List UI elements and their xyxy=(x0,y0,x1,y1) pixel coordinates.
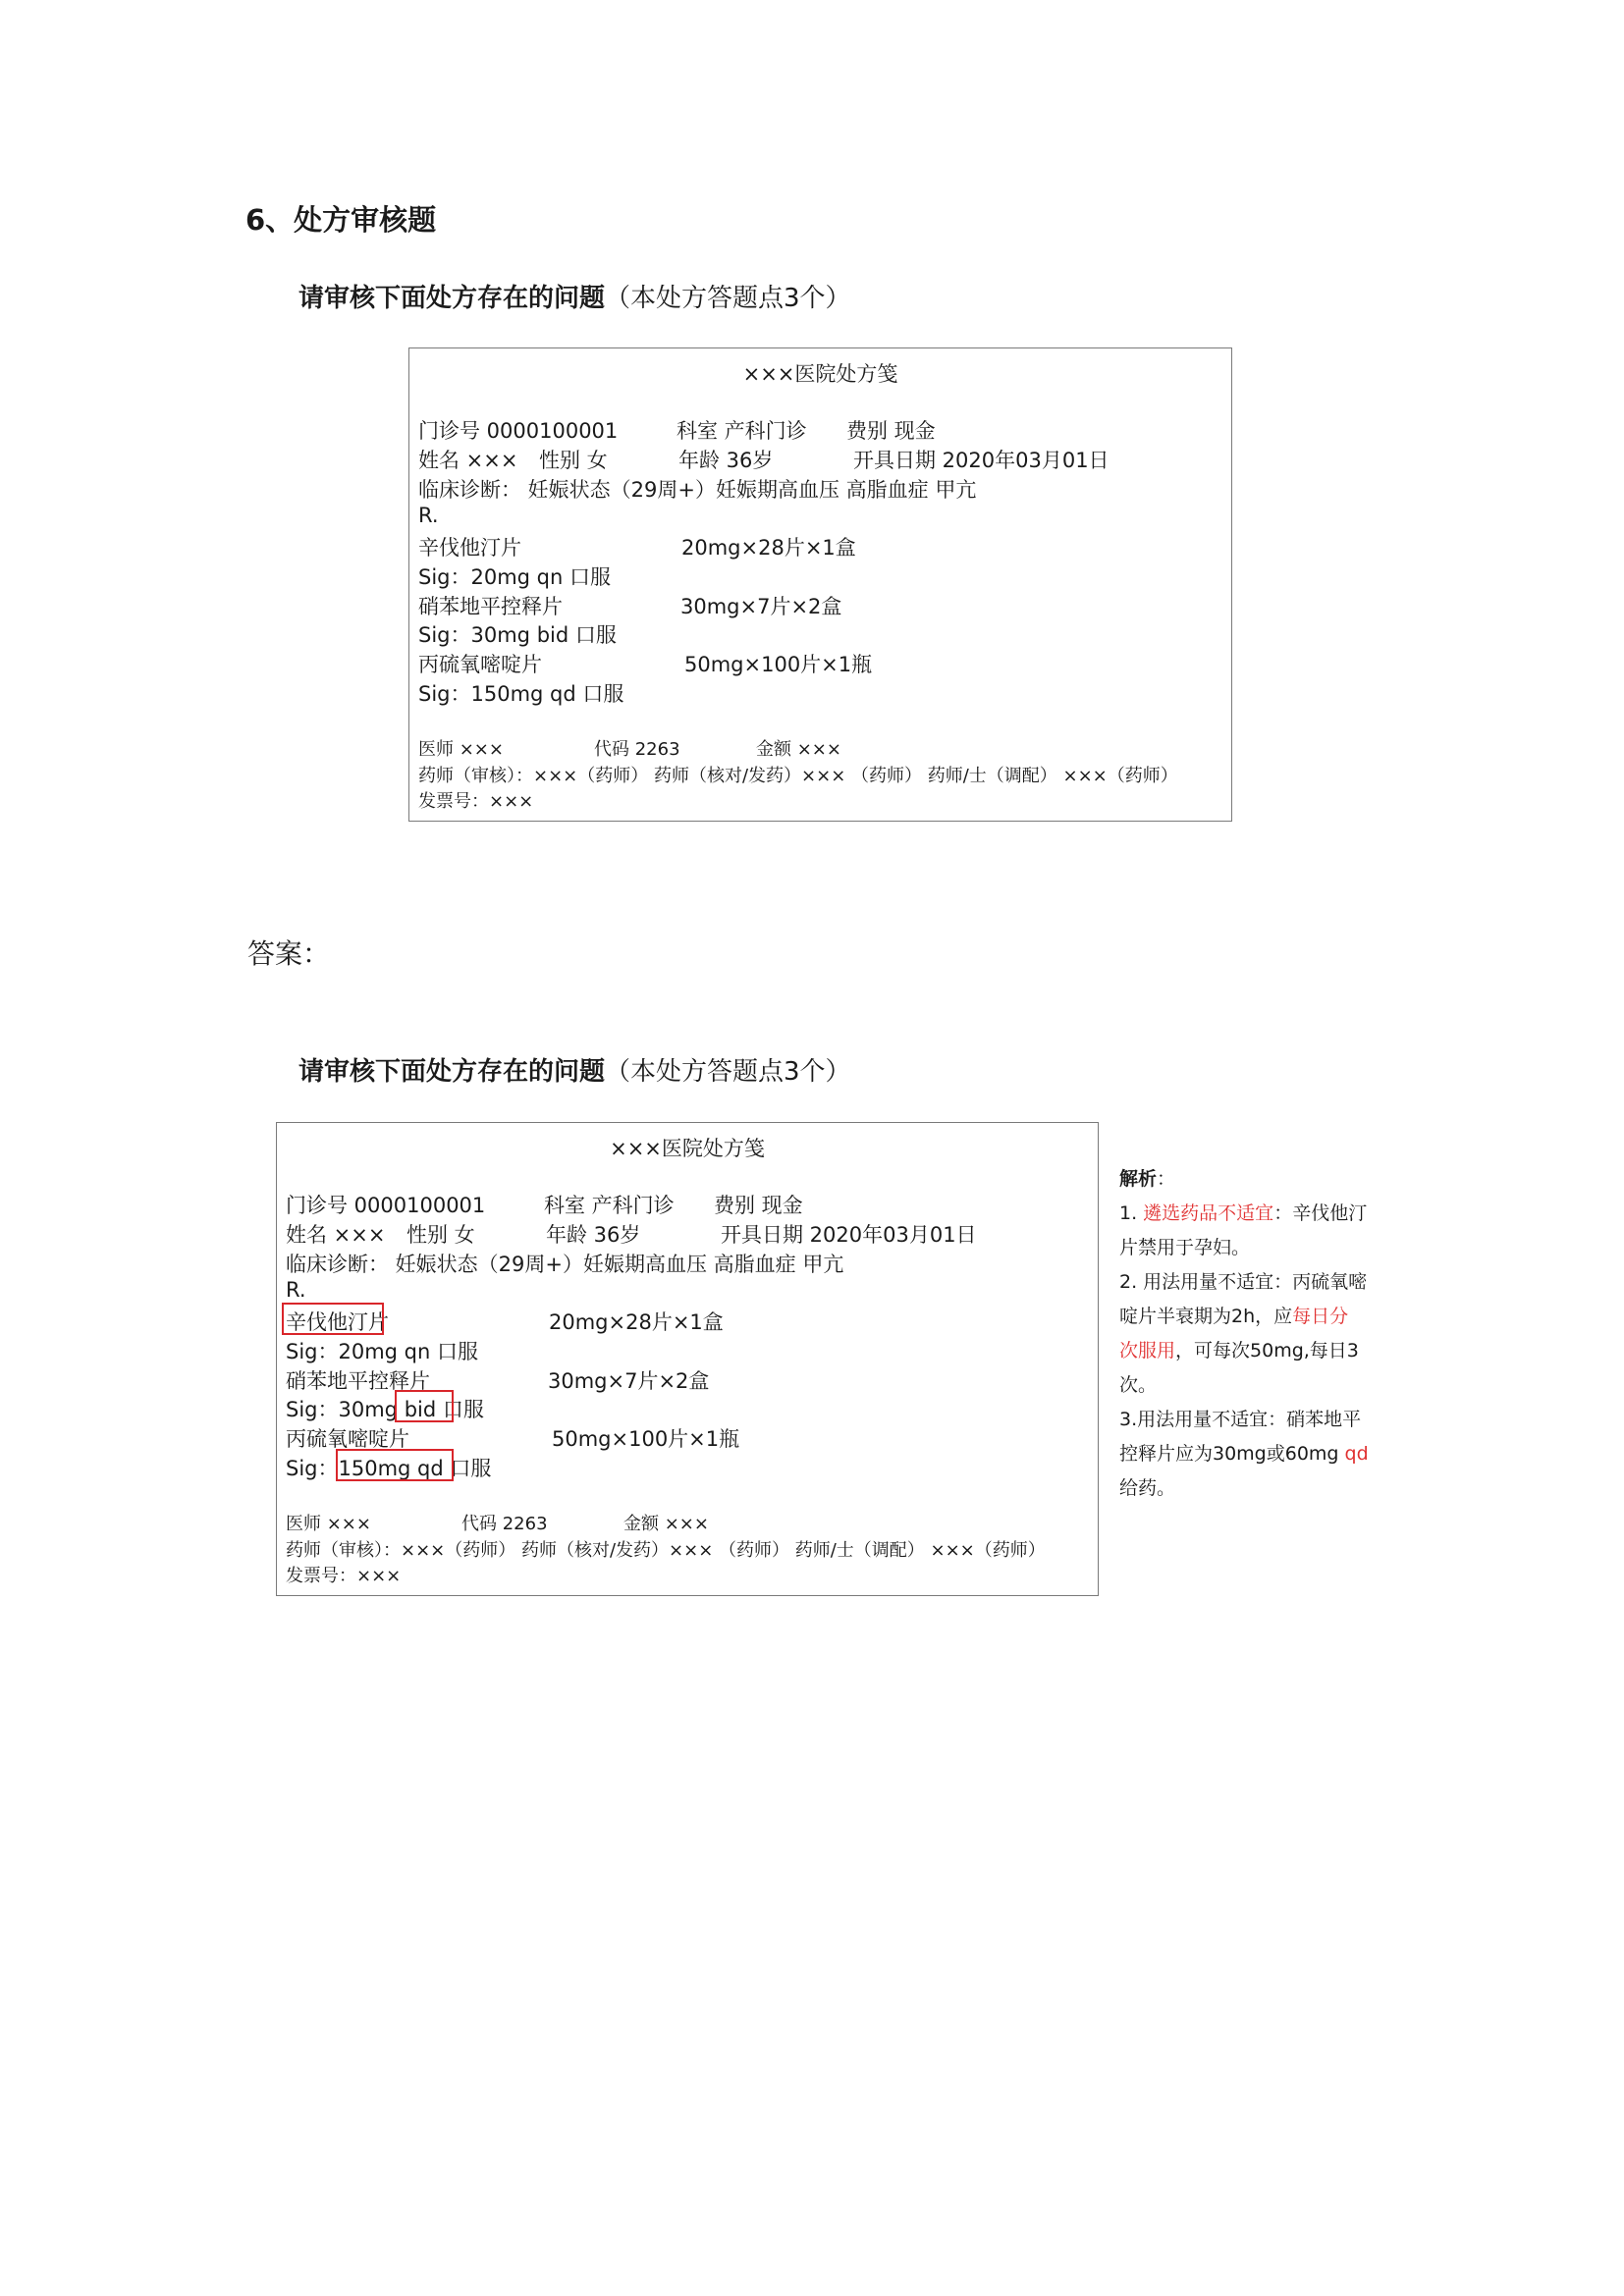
rx-mark: R. xyxy=(418,504,439,527)
drug-sig xyxy=(286,1394,484,1423)
prescription-card xyxy=(408,347,1232,822)
diagnosis: 临床诊断： 妊娠状态（29周+）妊娠期高血压 高脂血症 甲亢 xyxy=(418,478,977,502)
sig-dose: 20mg qn xyxy=(470,565,564,589)
question-title xyxy=(298,278,851,314)
invoice-no: 发票号：××× xyxy=(418,791,534,812)
section-title: 6、处方审核题 xyxy=(245,203,437,237)
analysis-item-3: 3.用法用量不适宜：硝苯地平 xyxy=(1119,1409,1362,1430)
pharmacists: 药师（审核）：×××（药师） 药师（核对/发药）××× （药师） 药师/士（调配） ×××（药师） xyxy=(286,1540,1046,1561)
drug-name: 丙硫氧嘧啶片 xyxy=(418,653,542,676)
highlight-box-frequency xyxy=(395,1390,454,1422)
analysis-item-2b xyxy=(1119,1300,1394,1334)
sig-route: 口服 xyxy=(450,1457,492,1480)
invoice-no: 发票号：××× xyxy=(286,1566,402,1586)
amount: 金额 ××× xyxy=(623,1514,709,1534)
drug-name: 硝苯地平控释片 xyxy=(418,595,563,618)
patient-age: 年龄 36岁 xyxy=(678,449,774,472)
drug-spec: 20mg×28片×1盒 xyxy=(549,1310,724,1334)
answer-label: 答案： xyxy=(247,937,331,970)
sig-label: Sig： xyxy=(286,1340,339,1363)
analysis-item-2c xyxy=(1119,1334,1394,1368)
sig-label: Sig： xyxy=(418,565,471,589)
drug-spec: 30mg×7片×2盒 xyxy=(680,595,842,618)
question-bold: 请审核下面处方存在的问题 xyxy=(298,284,606,313)
prescription-card-answer xyxy=(276,1122,1099,1596)
code: 代码 2263 xyxy=(594,739,680,760)
analysis-panel xyxy=(1119,1162,1394,1506)
drug-name: 辛伐他汀片 xyxy=(286,1310,389,1334)
analysis-item-2: 2. 用法用量不适宜：丙硫氧嘧 xyxy=(1119,1271,1368,1293)
code: 代码 2263 xyxy=(461,1514,548,1534)
patient-gender: 性别 女 xyxy=(406,1223,475,1247)
amount: 金额 ××× xyxy=(756,739,841,760)
sig-route: 口服 xyxy=(574,623,617,647)
highlight-box-dose xyxy=(336,1449,454,1481)
sig-dose: 30mg xyxy=(470,623,531,647)
clinic-no: 门诊号 0000100001 xyxy=(418,419,619,443)
item2-red1: 每日分 xyxy=(1292,1306,1349,1327)
sig-dose: 20mg qn xyxy=(338,1340,431,1363)
department: 科室 产科门诊 xyxy=(544,1194,675,1217)
doctor: 医师 ××× xyxy=(286,1514,371,1534)
question-note: （本处方答题点3个） xyxy=(605,284,851,313)
fee-type: 费别 现金 xyxy=(846,419,936,443)
sig-freq: bid xyxy=(536,623,569,647)
issue-date: 开具日期 2020年03月01日 xyxy=(721,1223,977,1247)
item2-b: 啶片半衰期为2h，应 xyxy=(1119,1306,1293,1327)
sig-dose: 30mg xyxy=(338,1398,399,1421)
question-note: （本处方答题点3个） xyxy=(605,1057,851,1087)
clinic-no: 门诊号 0000100001 xyxy=(286,1194,486,1217)
analysis-colon: ： xyxy=(1157,1168,1176,1190)
item3-b: 控释片应为30mg或60mg xyxy=(1119,1443,1345,1465)
drug-sig xyxy=(418,561,611,591)
drug-spec: 30mg×7片×2盒 xyxy=(548,1369,710,1393)
item2-red2: 次服用 xyxy=(1119,1340,1176,1362)
patient-name: 姓名 ××× xyxy=(286,1223,386,1247)
drug-spec: 20mg×28片×1盒 xyxy=(681,536,856,560)
sig-route: 口服 xyxy=(442,1398,484,1421)
item3-red: qd xyxy=(1344,1443,1369,1465)
drug-name: 丙硫氧嘧啶片 xyxy=(286,1427,409,1451)
item1-num: 1. xyxy=(1119,1202,1144,1224)
diagnosis: 临床诊断： 妊娠状态（29周+）妊娠期高血压 高脂血症 甲亢 xyxy=(286,1253,844,1276)
drug-spec: 50mg×100片×1瓶 xyxy=(684,653,873,676)
analysis-item-3b xyxy=(1119,1437,1394,1471)
drug-name: 硝苯地平控释片 xyxy=(286,1369,430,1393)
question-title xyxy=(298,1051,851,1088)
drug-sig xyxy=(286,1336,478,1365)
item2-c: ，可每次50mg,每日3 xyxy=(1175,1340,1359,1362)
sig-label: Sig： xyxy=(286,1398,339,1421)
rx-mark: R. xyxy=(286,1278,306,1302)
sig-dose: 150mg qd xyxy=(470,682,576,706)
analysis-title: 解析 xyxy=(1119,1168,1158,1190)
highlight-box-drug xyxy=(282,1303,384,1335)
sig-route: 口服 xyxy=(582,682,624,706)
department: 科室 产科门诊 xyxy=(677,419,807,443)
sig-label: Sig： xyxy=(418,623,471,647)
patient-gender: 性别 女 xyxy=(539,449,608,472)
item1-rest-a: ：辛伐他汀 xyxy=(1273,1202,1368,1224)
item1-red: 遴选药品不适宜 xyxy=(1143,1202,1274,1224)
analysis-item-3c: 给药。 xyxy=(1119,1477,1176,1499)
issue-date: 开具日期 2020年03月01日 xyxy=(853,449,1110,472)
sig-route: 口服 xyxy=(569,565,612,589)
patient-age: 年龄 36岁 xyxy=(546,1223,641,1247)
analysis-item-2d: 次。 xyxy=(1119,1374,1158,1396)
prescription-header: ×××医院处方笺 xyxy=(610,1137,765,1160)
question-bold: 请审核下面处方存在的问题 xyxy=(298,1057,606,1087)
drug-sig xyxy=(418,619,617,649)
sig-label: Sig： xyxy=(418,682,471,706)
sig-freq: bid xyxy=(404,1398,437,1421)
drug-spec: 50mg×100片×1瓶 xyxy=(552,1427,740,1451)
sig-label: Sig： xyxy=(286,1457,339,1480)
drug-sig xyxy=(418,678,623,708)
sig-dose: 150mg qd xyxy=(338,1457,444,1480)
doctor: 医师 ××× xyxy=(418,739,504,760)
analysis-item-1 xyxy=(1119,1197,1394,1231)
patient-name: 姓名 ××× xyxy=(418,449,518,472)
prescription-header: ×××医院处方笺 xyxy=(742,362,898,386)
pharmacists: 药师（审核）：×××（药师） 药师（核对/发药）××× （药师） 药师/士（调配） ×××（药师） xyxy=(418,766,1178,786)
sig-route: 口服 xyxy=(437,1340,479,1363)
analysis-item-1b: 片禁用于孕妇。 xyxy=(1119,1237,1251,1258)
analysis-title-line xyxy=(1119,1162,1394,1197)
fee-type: 费别 现金 xyxy=(714,1194,803,1217)
drug-name: 辛伐他汀片 xyxy=(418,536,521,560)
